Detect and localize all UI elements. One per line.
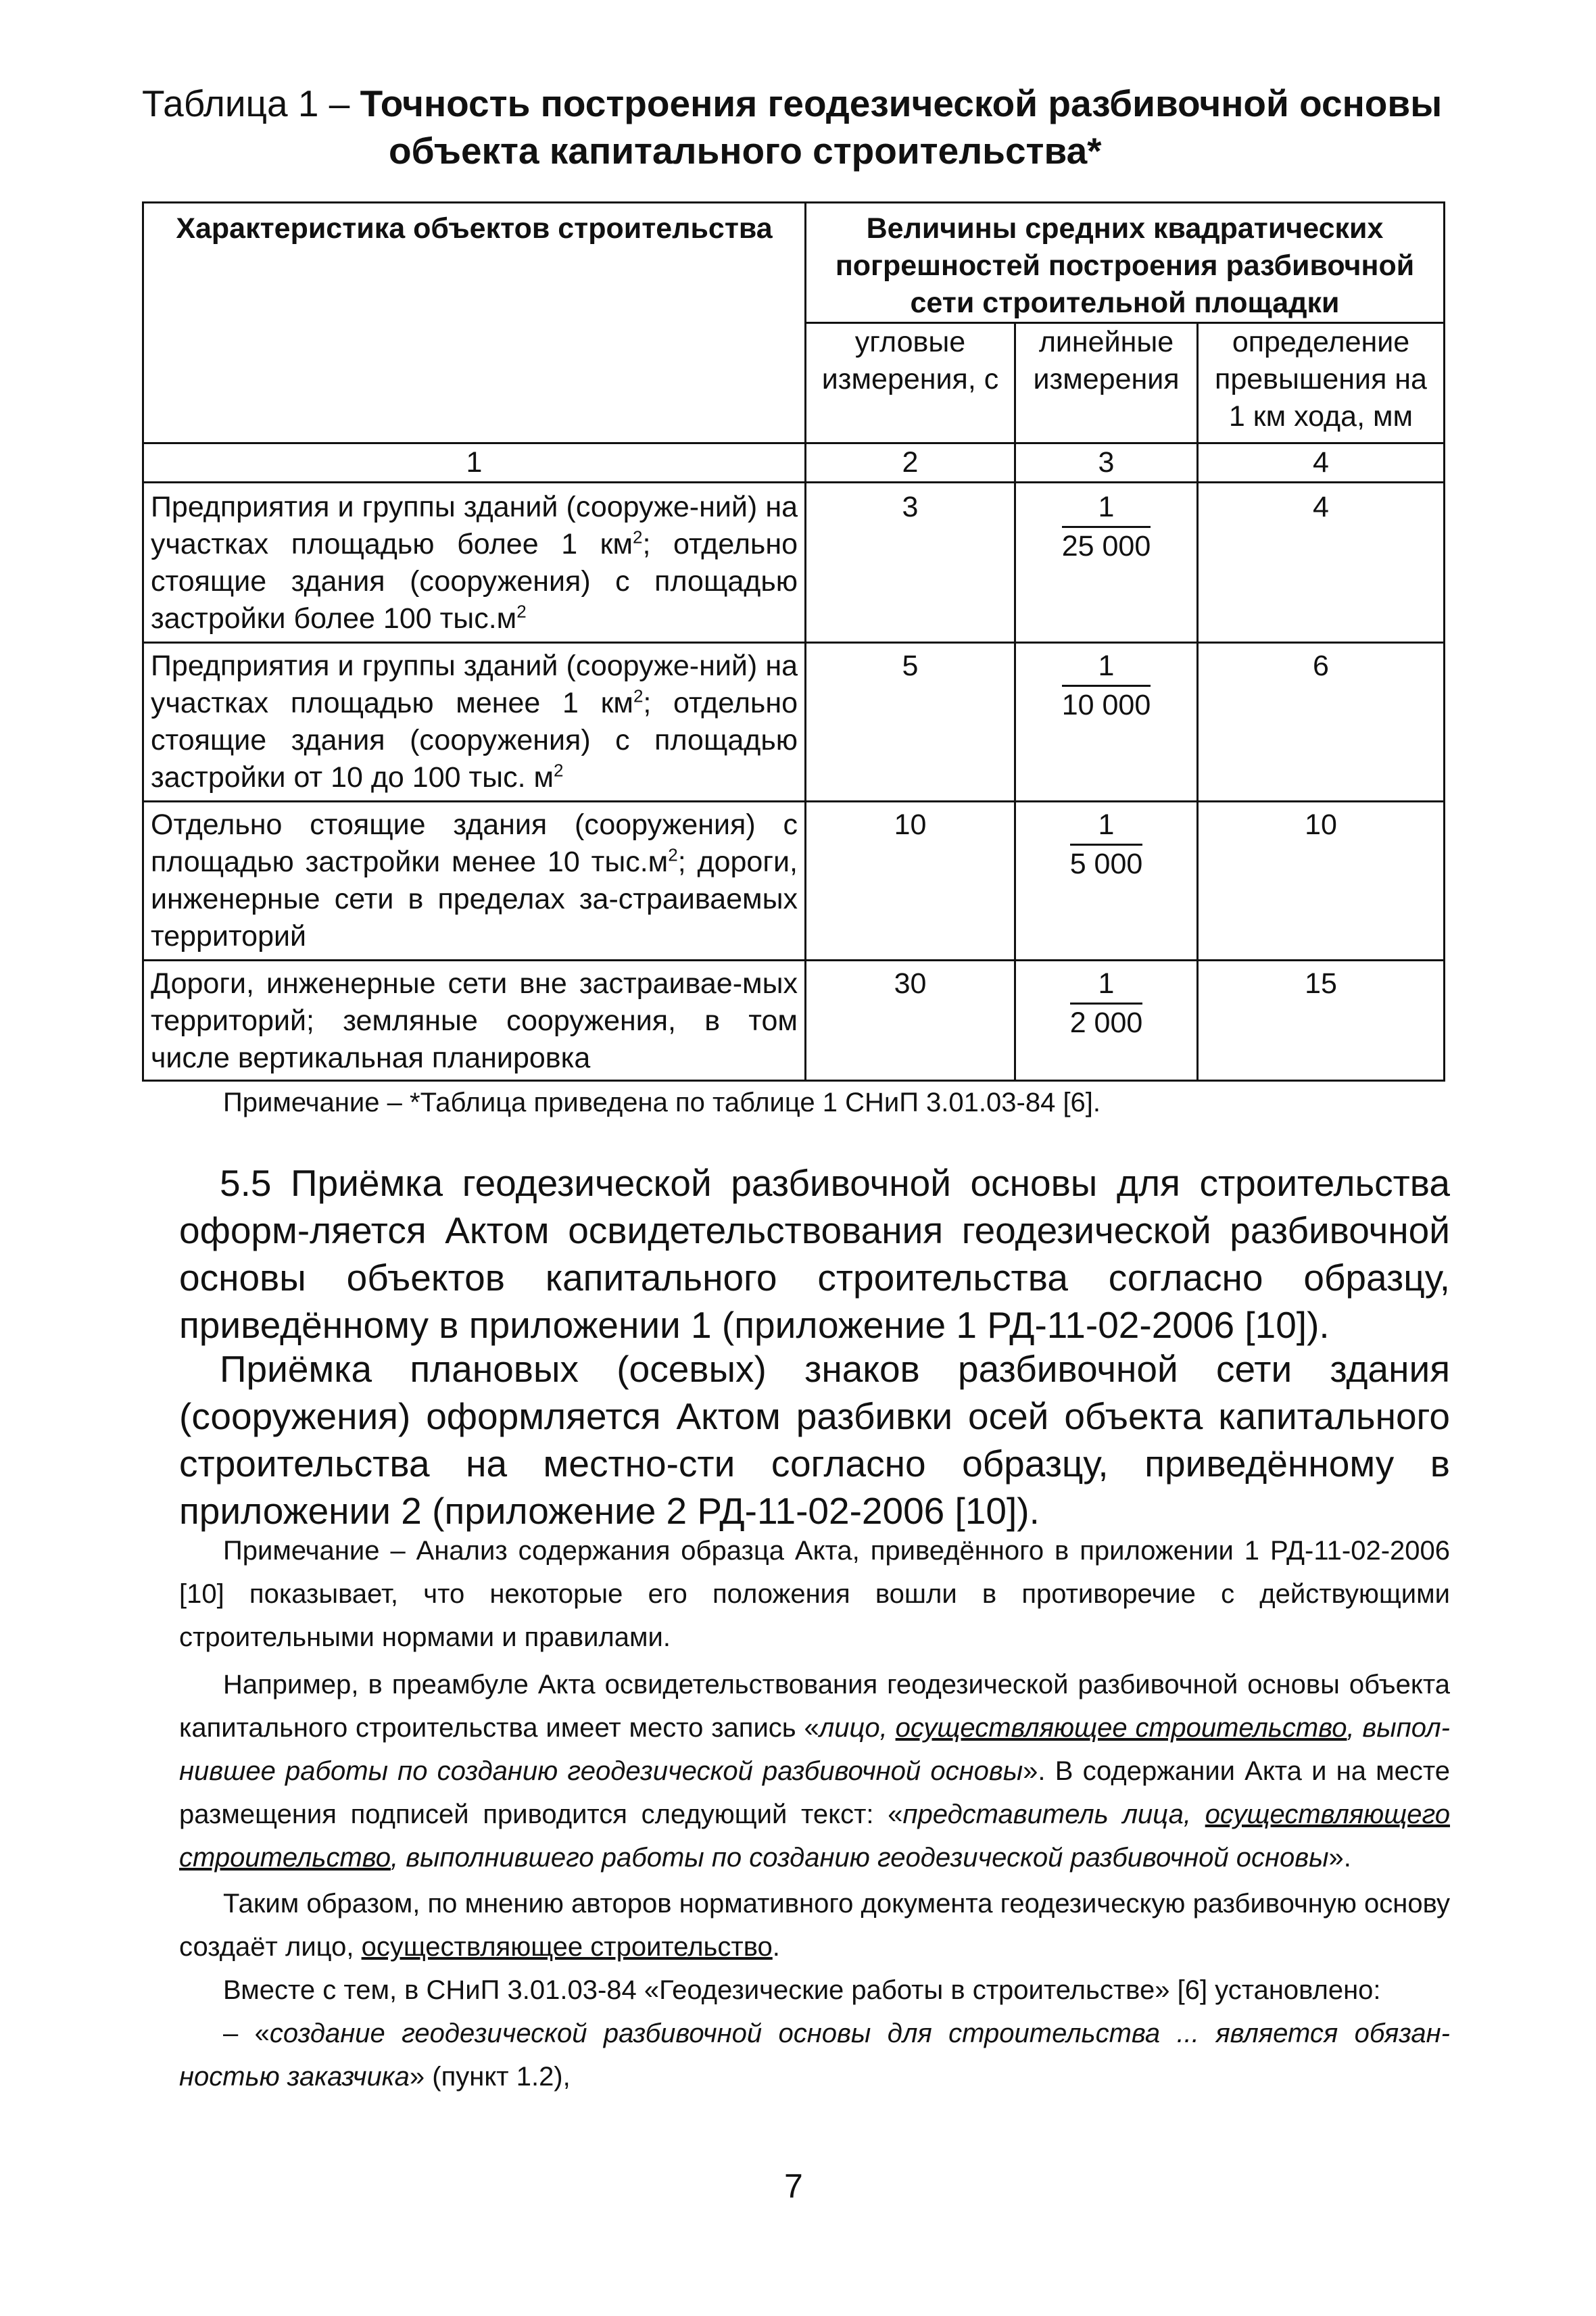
linear-fraction: $\frac{1}{5 000}$ [1070, 806, 1143, 883]
row-description: Предприятия и группы зданий (сооруже-ний) на участках площадью менее 1 $км^2$; отдельно стоящие здания (сооружения) с площадью застройки от 10 до 100 тыс. $м^2$ [143, 643, 806, 802]
col-number: 1 [143, 443, 806, 483]
row-angular: 30 [806, 961, 1015, 1081]
accuracy-table [142, 201, 1445, 1082]
note-quote: – «создание геодезической разбивочной основы для строительства ... является обязан-ностью заказчика» (пункт 1.2), [179, 2019, 1450, 2092]
row-description: Предприятия и группы зданий (сооруже-ний) на участках площадью более 1 $км^2$; отдельно стоящие здания (сооружения) с площадью застройки более 100 $тыс.м^2$ [143, 483, 806, 643]
row-height: 6 [1198, 643, 1445, 802]
row-linear [1015, 961, 1198, 1081]
col-number: 2 [806, 443, 1015, 483]
table-note: Примечание – *Таблица приведена по таблице 1 СНиП 3.01.03-84 [6]. [223, 1088, 1101, 1117]
note-conclusion: Таким образом, по мнению авторов нормативного документа геодезическую разбивочную основу создаёт лицо, осуществляющее строительство. [179, 1889, 1450, 1962]
linear-fraction: $\frac{1}{10 000}$ [1062, 648, 1151, 724]
row-height: 10 [1198, 802, 1445, 961]
col-number: 3 [1015, 443, 1198, 483]
row-angular: 3 [806, 483, 1015, 643]
column-number-row [143, 443, 1445, 483]
row-description: Отдельно стоящие здания (сооружения) с площадью застройки менее 10 $тыс.м^2$; дороги, инженерные сети в пределах за-страиваемых территорий [143, 802, 806, 961]
row-linear [1015, 802, 1198, 961]
table-row [143, 643, 1445, 802]
note-example: Например, в преамбуле Акта освидетельствования геодезической разбивочной основы объекта капитального строительства имеет место запись «лицо, осуществляющее строительство, выпол-нившее работы по созданию геодезической разбивочной основы». В содержании Акта и на месте размещения подписей приводится следующий текст: «представитель лица, осуществляющего строительство, выполнившего работы по созданию геодезической разбивочной основы». [179, 1670, 1451, 1873]
group-header: Величины средних квадратических погрешностей построения разбивочной сети строительной площадки [806, 203, 1445, 323]
table-row [143, 802, 1445, 961]
row-angular: 10 [806, 802, 1015, 961]
table-title: Таблица 1 – Точность построения геодезической разбивочной основы объекта капитального строительства* [142, 82, 1443, 172]
col-number: 4 [1198, 443, 1445, 483]
row-linear [1015, 483, 1198, 643]
page-number: 7 [784, 2167, 803, 2205]
row-angular: 5 [806, 643, 1015, 802]
linear-fraction: $\frac{1}{2 000}$ [1070, 965, 1143, 1042]
note-snip: Вместе с тем, в СНиП 3.01.03-84 «Геодезические работы в строительстве» [6] установлено: [223, 1975, 1381, 2005]
row-description: Дороги, инженерные сети вне застраивае-мых территорий; земляные сооружения, в том числе вертикальная планировка [143, 961, 806, 1081]
note-analysis: Примечание – Анализ содержания образца Акта, приведённого в приложении 1 РД-11-02-2006 [10] показывает, что некоторые его положения вошли в противоречие с действующими строительными нормами и правилами. [179, 1536, 1450, 1652]
linear-fraction: $\frac{1}{25 000}$ [1062, 489, 1151, 565]
table-row [143, 483, 1445, 643]
subheader-angular: угловые измерения, с [806, 323, 1015, 443]
table-row [143, 961, 1445, 1081]
row-height: 15 [1198, 961, 1445, 1081]
subheader-height: определение превышения на 1 км хода, мм [1198, 323, 1445, 443]
paragraph-5-5: 5.5 Приёмка геодезической разбивочной основы для строительства оформ-ляется Актом освидетельствования геодезической разбивочной основы объектов капитального строительства согласно образцу, приведённому в приложении 1 (приложение 1 РД-11-02-2006 [10]). [179, 1162, 1450, 1346]
subheader-linear: линейные измерения [1015, 323, 1198, 443]
col1-header: Характеристика объектов строительства [143, 203, 806, 443]
row-linear [1015, 643, 1198, 802]
table-header-row [143, 203, 1445, 323]
row-height: 4 [1198, 483, 1445, 643]
paragraph-acceptance: Приёмка плановых (осевых) знаков разбивочной сети здания (сооружения) оформляется Актом разбивки осей объекта капитального строительства на местно-сти согласно образцу, приведённому в приложении 2 (приложение 2 РД-11-02-2006 [10]). [179, 1348, 1450, 1532]
